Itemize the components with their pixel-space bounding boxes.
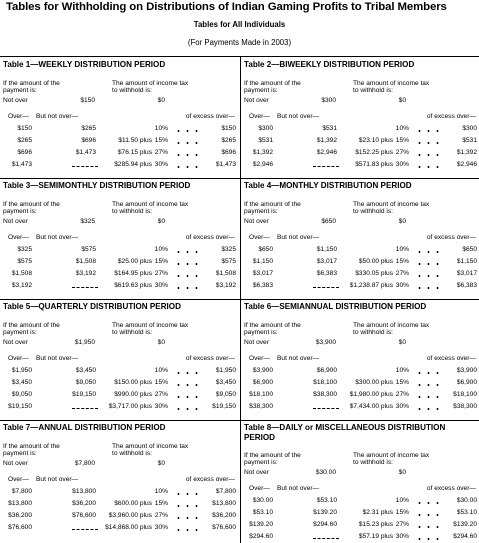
tax-rate: 15% [395, 379, 409, 386]
tax-rate: 30% [395, 161, 409, 168]
withhold-label: to withhold is: [112, 329, 152, 336]
excess-over-value: $6,383 [456, 282, 477, 289]
tax-rate: 10% [154, 125, 168, 132]
excess-over-value: $76,600 [212, 524, 236, 531]
withhold-label: The amount of income tax [353, 201, 430, 208]
open-ended-dash [313, 408, 339, 409]
over-value: $1,950 [11, 367, 32, 374]
not-over-label: Not over [244, 218, 269, 225]
base-amount: $15.23 plus [358, 521, 393, 528]
leader-dots [415, 372, 441, 374]
base-amount: $619.63 plus [114, 282, 152, 289]
withhold-label: The amount of income tax [112, 443, 189, 450]
over-value: $3,192 [11, 282, 32, 289]
leader-dots [415, 275, 441, 277]
withhold-label: to withhold is: [112, 450, 152, 457]
withhold-label: The amount of income tax [112, 322, 189, 329]
base-amount: $50.00 plus [358, 258, 393, 265]
leader-dots [415, 251, 441, 253]
excess-over-value: $531 [462, 137, 477, 144]
withhold-label: The amount of income tax [353, 452, 430, 459]
payment-label: payment is: [244, 208, 278, 215]
tax-rate: 30% [154, 161, 168, 168]
over-value: $1,150 [252, 258, 273, 265]
but-not-over-value: $139.20 [313, 509, 337, 516]
excess-over-value: $7,800 [215, 488, 236, 495]
over-header: Over— [249, 113, 270, 120]
excess-over-value: $696 [221, 149, 236, 156]
but-not-over-header: But not over— [277, 113, 320, 120]
over-value: $30.00 [252, 497, 273, 504]
tax-rate: 10% [395, 367, 409, 374]
payment-year-note: (For Payments Made in 2003) [187, 38, 292, 47]
over-header: Over— [249, 234, 270, 241]
zero-withholding: $0 [398, 97, 406, 104]
withholding-table-1 [0, 58, 239, 178]
but-not-over-value: $6,900 [316, 367, 337, 374]
withhold-label: to withhold is: [353, 329, 393, 336]
but-not-over-value: $1,508 [75, 258, 96, 265]
but-not-over-header: But not over— [277, 355, 320, 362]
but-not-over-value: $76,600 [72, 512, 96, 519]
open-ended-dash [72, 408, 98, 409]
base-amount: $152.25 plus [355, 149, 393, 156]
base-amount: $1,238.87 plus [349, 282, 393, 289]
open-ended-dash [313, 166, 339, 167]
leader-dots [174, 287, 200, 289]
leader-dots [415, 538, 441, 540]
excess-over-value: $1,150 [456, 258, 477, 265]
leader-dots [174, 166, 200, 168]
tax-rate: 15% [395, 509, 409, 516]
withhold-label: to withhold is: [112, 208, 152, 215]
excess-over-header: of excess over— [185, 234, 235, 241]
tax-rate: 10% [395, 125, 409, 132]
over-header: Over— [8, 355, 29, 362]
leader-dots [415, 408, 441, 410]
withhold-label: The amount of income tax [112, 201, 189, 208]
but-not-over-value: $13,800 [72, 488, 96, 495]
zero-withholding: $0 [398, 218, 406, 225]
not-over-amount: $30.00 [315, 469, 336, 476]
table-title: Table 1—WEEKLY DISTRIBUTION PERIOD [3, 60, 166, 69]
not-over-amount: $7,800 [74, 460, 95, 467]
tax-rate: 10% [154, 488, 168, 495]
but-not-over-header: But not over— [277, 485, 320, 492]
tax-rate: 27% [154, 512, 168, 519]
base-amount: $3,717.00 plus [108, 403, 152, 410]
withhold-label: to withhold is: [353, 87, 393, 94]
over-value: $6,383 [252, 282, 273, 289]
not-over-amount: $3,900 [315, 339, 336, 346]
payment-label: If the amount of the [244, 80, 301, 87]
withholding-table-4 [241, 179, 479, 299]
but-not-over-value: $36,200 [72, 500, 96, 507]
excess-over-value: $300 [462, 125, 477, 132]
excess-over-value: $1,950 [215, 367, 236, 374]
excess-over-value: $3,192 [215, 282, 236, 289]
but-not-over-value: $38,300 [313, 391, 337, 398]
tax-rate: 27% [154, 149, 168, 156]
but-not-over-value: $1,150 [316, 246, 337, 253]
excess-over-value: $6,900 [456, 379, 477, 386]
but-not-over-value: $2,946 [316, 149, 337, 156]
but-not-over-value: $18,100 [313, 379, 337, 386]
over-value: $325 [17, 246, 32, 253]
excess-over-value: $9,050 [215, 391, 236, 398]
excess-over-value: $294.60 [453, 533, 477, 540]
payment-label: If the amount of the [3, 201, 60, 208]
open-ended-dash [72, 287, 98, 288]
over-value: $7,800 [11, 488, 32, 495]
excess-over-value: $1,473 [215, 161, 236, 168]
base-amount: $25.00 plus [117, 258, 152, 265]
tax-rate: 15% [154, 258, 168, 265]
payment-label: payment is: [3, 329, 37, 336]
withholding-table-6 [241, 300, 479, 420]
over-value: $76,600 [8, 524, 32, 531]
excess-over-header: of excess over— [426, 234, 476, 241]
table-title: Table 7—ANNUAL DISTRIBUTION PERIOD [3, 423, 166, 432]
excess-over-value: $575 [221, 258, 236, 265]
over-header: Over— [249, 355, 270, 362]
over-value: $3,017 [252, 270, 273, 277]
tax-rate: 15% [154, 137, 168, 144]
base-amount: $1,980.00 plus [349, 391, 393, 398]
but-not-over-value: $696 [81, 137, 96, 144]
withholding-table-5 [0, 300, 239, 420]
over-header: Over— [249, 485, 270, 492]
tax-rate: 27% [154, 391, 168, 398]
withholding-table-7 [0, 421, 239, 541]
page-header [0, 0, 479, 57]
not-over-amount: $1,950 [74, 339, 95, 346]
excess-over-value: $19,150 [212, 403, 236, 410]
leader-dots [174, 251, 200, 253]
withholding-table-8 [241, 421, 479, 541]
over-header: Over— [8, 234, 29, 241]
leader-dots [415, 263, 441, 265]
over-value: $13,800 [8, 500, 32, 507]
leader-dots [174, 408, 200, 410]
base-amount: $11.50 plus [118, 137, 152, 144]
open-ended-dash [72, 166, 98, 167]
tax-rate: 10% [154, 367, 168, 374]
but-not-over-header: But not over— [36, 476, 79, 483]
zero-withholding: $0 [157, 339, 165, 346]
payment-label: If the amount of the [244, 322, 301, 329]
leader-dots [174, 517, 200, 519]
base-amount: $7,434.00 plus [349, 403, 393, 410]
leader-dots [415, 142, 441, 144]
table-title: Table 3—SEMIMONTHLY DISTRIBUTION PERIOD [3, 181, 191, 190]
withhold-label: The amount of income tax [112, 80, 189, 87]
excess-over-value: $265 [221, 137, 236, 144]
payment-label: If the amount of the [3, 80, 60, 87]
not-over-amount: $650 [321, 218, 336, 225]
not-over-label: Not over [3, 97, 28, 104]
base-amount: $600.00 plus [114, 500, 152, 507]
table-title: Table 5—QUARTERLY DISTRIBUTION PERIOD [3, 302, 181, 311]
not-over-label: Not over [3, 339, 28, 346]
withhold-label: The amount of income tax [353, 322, 430, 329]
over-value: $150 [17, 125, 32, 132]
payment-label: If the amount of the [244, 201, 301, 208]
leader-dots [415, 526, 441, 528]
payment-label: payment is: [3, 208, 37, 215]
not-over-amount: $150 [80, 97, 95, 104]
withhold-label: to withhold is: [112, 87, 152, 94]
leader-dots [415, 384, 441, 386]
payment-label: payment is: [244, 87, 278, 94]
payment-label: payment is: [3, 87, 37, 94]
but-not-over-value: $19,150 [72, 391, 96, 398]
excess-over-header: of excess over— [426, 485, 476, 492]
over-value: $19,150 [8, 403, 32, 410]
open-ended-dash [72, 529, 98, 530]
over-value: $1,508 [11, 270, 32, 277]
but-not-over-value: $3,192 [75, 270, 96, 277]
tax-rate: 27% [395, 391, 409, 398]
tax-rate: 27% [395, 521, 409, 528]
over-value: $139.20 [249, 521, 273, 528]
leader-dots [174, 493, 200, 495]
excess-over-value: $150 [221, 125, 236, 132]
leader-dots [174, 529, 200, 531]
not-over-label: Not over [244, 339, 269, 346]
withhold-label: to withhold is: [353, 459, 393, 466]
but-not-over-value: $1,392 [316, 137, 337, 144]
tax-rate: 30% [395, 282, 409, 289]
excess-over-value: $3,017 [456, 270, 477, 277]
but-not-over-value: $9,050 [75, 379, 96, 386]
page-subtitle: Tables for All Individuals [193, 20, 286, 29]
over-value: $1,392 [252, 149, 273, 156]
over-value: $531 [258, 137, 273, 144]
table-title: Table 8—DAILY or MISCELLANEOUS DISTRIBUTION PERIOD [244, 423, 446, 442]
over-value: $1,473 [11, 161, 32, 168]
zero-withholding: $0 [157, 460, 165, 467]
but-not-over-header: But not over— [36, 355, 79, 362]
excess-over-value: $1,392 [456, 149, 477, 156]
withholding-table-3 [0, 179, 239, 299]
tax-rate: 30% [154, 282, 168, 289]
tax-rate: 10% [154, 246, 168, 253]
zero-withholding: $0 [398, 339, 406, 346]
over-header: Over— [8, 476, 29, 483]
tax-rate: 30% [395, 403, 409, 410]
table-title: Table 4—MONTHLY DISTRIBUTION PERIOD [244, 181, 412, 190]
open-ended-dash [313, 287, 339, 288]
over-value: $9,050 [11, 391, 32, 398]
open-ended-dash [313, 538, 339, 539]
over-value: $2,946 [252, 161, 273, 168]
leader-dots [174, 142, 200, 144]
base-amount: $164.95 plus [114, 270, 152, 277]
excess-over-value: $650 [462, 246, 477, 253]
over-value: $300 [258, 125, 273, 132]
excess-over-header: of excess over— [426, 113, 476, 120]
payment-label: payment is: [244, 459, 278, 466]
excess-over-header: of excess over— [185, 476, 235, 483]
excess-over-value: $3,450 [215, 379, 236, 386]
over-value: $265 [17, 137, 32, 144]
tax-rate: 30% [395, 533, 409, 540]
excess-over-header: of excess over— [426, 355, 476, 362]
excess-over-value: $36,200 [212, 512, 236, 519]
tax-rate: 15% [154, 379, 168, 386]
base-amount: $23.10 plus [358, 137, 393, 144]
leader-dots [174, 154, 200, 156]
tax-rate: 10% [395, 497, 409, 504]
not-over-label: Not over [3, 218, 28, 225]
payment-label: If the amount of the [3, 443, 60, 450]
excess-over-value: $3,900 [456, 367, 477, 374]
not-over-label: Not over [244, 97, 269, 104]
tax-rate: 15% [395, 258, 409, 265]
leader-dots [415, 287, 441, 289]
tax-rate: 30% [154, 524, 168, 531]
tax-rate: 27% [154, 270, 168, 277]
base-amount: $285.94 plus [114, 161, 152, 168]
base-amount: $571.83 plus [355, 161, 393, 168]
not-over-label: Not over [244, 469, 269, 476]
but-not-over-value: $531 [322, 125, 337, 132]
base-amount: $2.31 plus [362, 509, 393, 516]
leader-dots [174, 130, 200, 132]
payment-label: If the amount of the [244, 452, 301, 459]
over-value: $18,100 [249, 391, 273, 398]
base-amount: $14,868.00 plus [105, 524, 152, 531]
base-amount: $300.00 plus [355, 379, 393, 386]
leader-dots [415, 166, 441, 168]
withhold-label: The amount of income tax [353, 80, 430, 87]
tax-rate: 27% [395, 149, 409, 156]
but-not-over-value: $6,383 [316, 270, 337, 277]
excess-over-value: $30.00 [456, 497, 477, 504]
excess-over-value: $38,300 [453, 403, 477, 410]
base-amount: $150.00 plus [114, 379, 152, 386]
page-title: Tables for Withholding on Distributions of Indian Gaming Profits to Tribal Members [6, 1, 447, 13]
leader-dots [174, 263, 200, 265]
leader-dots [174, 384, 200, 386]
leader-dots [174, 372, 200, 374]
excess-over-value: $2,946 [456, 161, 477, 168]
leader-dots [415, 396, 441, 398]
base-amount: $990.00 plus [114, 391, 152, 398]
but-not-over-value: $1,473 [75, 149, 96, 156]
tax-rate: 10% [395, 246, 409, 253]
payment-label: payment is: [244, 329, 278, 336]
over-value: $3,450 [11, 379, 32, 386]
withholding-table-2 [241, 58, 479, 178]
base-amount: $57.19 plus [358, 533, 393, 540]
withhold-label: to withhold is: [353, 208, 393, 215]
but-not-over-header: But not over— [36, 113, 79, 120]
not-over-amount: $300 [321, 97, 336, 104]
but-not-over-value: $3,017 [316, 258, 337, 265]
over-header: Over— [8, 113, 29, 120]
but-not-over-value: $265 [81, 125, 96, 132]
leader-dots [174, 505, 200, 507]
not-over-amount: $325 [80, 218, 95, 225]
excess-over-value: $18,100 [453, 391, 477, 398]
table-title: Table 6—SEMIANNUAL DISTRIBUTION PERIOD [244, 302, 427, 311]
not-over-label: Not over [3, 460, 28, 467]
but-not-over-header: But not over— [277, 234, 320, 241]
excess-over-value: $1,508 [215, 270, 236, 277]
tax-rate: 27% [395, 270, 409, 277]
over-value: $53.10 [252, 509, 273, 516]
leader-dots [415, 130, 441, 132]
payment-label: If the amount of the [3, 322, 60, 329]
zero-withholding: $0 [157, 97, 165, 104]
excess-over-header: of excess over— [185, 113, 235, 120]
excess-over-header: of excess over— [185, 355, 235, 362]
over-value: $3,900 [252, 367, 273, 374]
tax-rate: 15% [395, 137, 409, 144]
over-value: $575 [17, 258, 32, 265]
over-value: $38,300 [249, 403, 273, 410]
but-not-over-value: $3,450 [75, 367, 96, 374]
over-value: $6,900 [252, 379, 273, 386]
table-title: Table 2—BIWEEKLY DISTRIBUTION PERIOD [244, 60, 415, 69]
over-value: $294.60 [249, 533, 273, 540]
tax-rate: 15% [154, 500, 168, 507]
leader-dots [174, 396, 200, 398]
excess-over-value: $13,800 [212, 500, 236, 507]
but-not-over-value: $294.60 [313, 521, 337, 528]
payment-label: payment is: [3, 450, 37, 457]
but-not-over-value: $53.10 [316, 497, 337, 504]
but-not-over-header: But not over— [36, 234, 79, 241]
leader-dots [415, 154, 441, 156]
base-amount: $76.15 plus [117, 149, 152, 156]
base-amount: $330.05 plus [355, 270, 393, 277]
over-value: $650 [258, 246, 273, 253]
leader-dots [415, 502, 441, 504]
zero-withholding: $0 [157, 218, 165, 225]
over-value: $36,200 [8, 512, 32, 519]
over-value: $696 [17, 149, 32, 156]
tax-rate: 30% [154, 403, 168, 410]
leader-dots [174, 275, 200, 277]
excess-over-value: $139.20 [453, 521, 477, 528]
excess-over-value: $53.10 [456, 509, 477, 516]
base-amount: $3,960.00 plus [108, 512, 152, 519]
but-not-over-value: $575 [81, 246, 96, 253]
leader-dots [415, 514, 441, 516]
zero-withholding: $0 [398, 469, 406, 476]
excess-over-value: $325 [221, 246, 236, 253]
